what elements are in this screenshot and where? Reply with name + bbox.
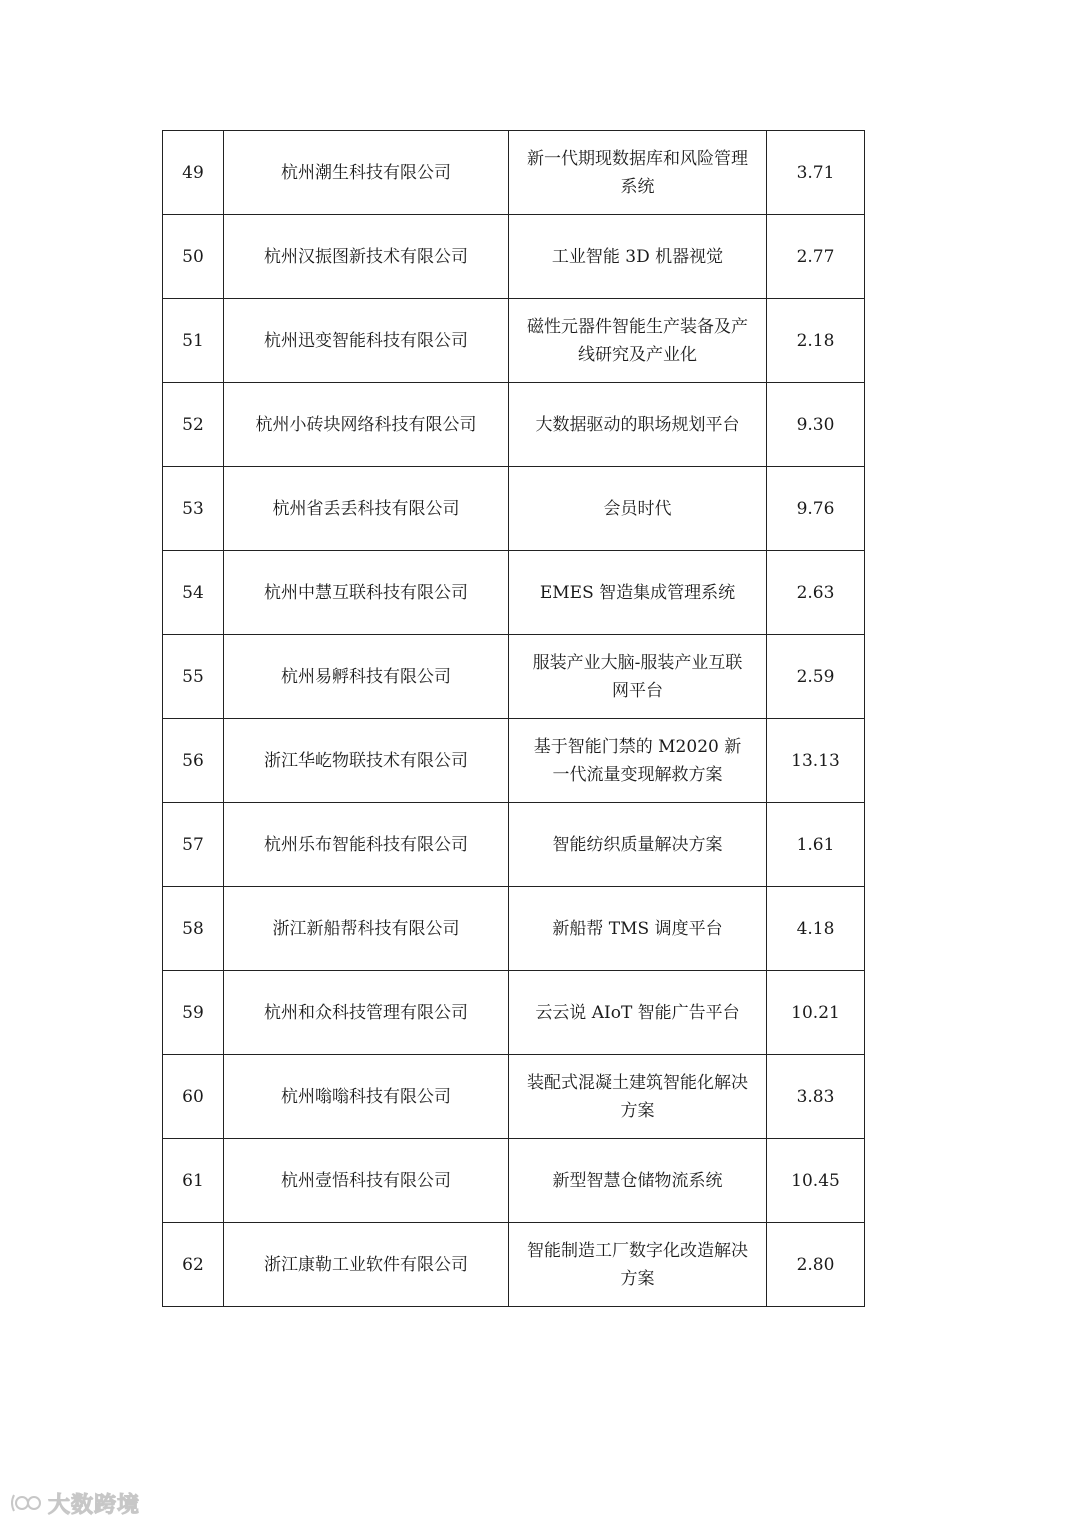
table-row [163, 383, 865, 467]
project-name-cell [509, 635, 767, 719]
project-name: 基于智能门禁的 M2020 新一代流量变现解救方案 [533, 736, 742, 785]
amount-value: 2.77 [767, 215, 865, 299]
company-project-table [162, 130, 865, 1307]
amount-value: 2.59 [767, 635, 865, 719]
table-row [163, 887, 865, 971]
amount-value: 9.76 [767, 467, 865, 551]
table-row [163, 1223, 865, 1307]
project-name-cell [509, 803, 767, 887]
brand-logo-icon [8, 1491, 44, 1515]
table-row [163, 551, 865, 635]
company-name: 杭州汉振图新技术有限公司 [224, 215, 509, 299]
project-name-cell [509, 467, 767, 551]
company-name: 浙江新船帮科技有限公司 [224, 887, 509, 971]
company-name: 杭州潮生科技有限公司 [224, 131, 509, 215]
amount-value: 3.83 [767, 1055, 865, 1139]
table-row [163, 1139, 865, 1223]
row-number: 54 [163, 551, 224, 635]
project-name: 新船帮 TMS 调度平台 [552, 918, 723, 939]
row-number: 62 [163, 1223, 224, 1307]
table-row [163, 215, 865, 299]
row-number: 58 [163, 887, 224, 971]
project-name-cell [509, 719, 767, 803]
row-number: 52 [163, 383, 224, 467]
table-row [163, 299, 865, 383]
amount-value: 4.18 [767, 887, 865, 971]
project-name-cell [509, 299, 767, 383]
amount-value: 2.18 [767, 299, 865, 383]
company-name: 杭州乐布智能科技有限公司 [224, 803, 509, 887]
project-name: 工业智能 3D 机器视觉 [551, 246, 724, 267]
project-name-cell [509, 1223, 767, 1307]
row-number: 55 [163, 635, 224, 719]
table-row [163, 719, 865, 803]
row-number: 61 [163, 1139, 224, 1223]
project-name: 会员时代 [603, 498, 672, 519]
table-row [163, 803, 865, 887]
amount-value: 2.63 [767, 551, 865, 635]
amount-value: 2.80 [767, 1223, 865, 1307]
company-name: 浙江华屹物联技术有限公司 [224, 719, 509, 803]
company-name: 杭州壹悟科技有限公司 [224, 1139, 509, 1223]
project-name-cell [509, 215, 767, 299]
row-number: 53 [163, 467, 224, 551]
table-body [163, 131, 865, 1307]
project-name: 智能制造工厂数字化改造解决方案 [527, 1240, 748, 1289]
table-row [163, 467, 865, 551]
company-name: 杭州小砖块网络科技有限公司 [224, 383, 509, 467]
project-name-cell [509, 1055, 767, 1139]
amount-value: 10.45 [767, 1139, 865, 1223]
amount-value: 3.71 [767, 131, 865, 215]
project-name: 云云说 AIoT 智能广告平台 [535, 1002, 740, 1023]
row-number: 50 [163, 215, 224, 299]
row-number: 60 [163, 1055, 224, 1139]
project-name: 大数据驱动的职场规划平台 [535, 414, 740, 435]
row-number: 56 [163, 719, 224, 803]
project-name-cell [509, 971, 767, 1055]
company-name: 杭州易孵科技有限公司 [224, 635, 509, 719]
project-name: 新一代期现数据库和风险管理系统 [527, 148, 748, 197]
project-name-cell [509, 551, 767, 635]
watermark [8, 1488, 140, 1518]
project-name-cell [509, 383, 767, 467]
company-name: 浙江康勒工业软件有限公司 [224, 1223, 509, 1307]
row-number: 57 [163, 803, 224, 887]
amount-value: 1.61 [767, 803, 865, 887]
table-row [163, 635, 865, 719]
table-row [163, 1055, 865, 1139]
row-number: 51 [163, 299, 224, 383]
company-name: 杭州嗡嗡科技有限公司 [224, 1055, 509, 1139]
company-name: 杭州中慧互联科技有限公司 [224, 551, 509, 635]
watermark-text: 大数跨境 [48, 1492, 141, 1518]
company-name: 杭州和众科技管理有限公司 [224, 971, 509, 1055]
project-name: 服装产业大脑-服装产业互联网平台 [532, 652, 743, 701]
row-number: 59 [163, 971, 224, 1055]
table-row [163, 131, 865, 215]
amount-value: 9.30 [767, 383, 865, 467]
project-name: 装配式混凝土建筑智能化解决方案 [527, 1072, 748, 1121]
project-name-cell [509, 1139, 767, 1223]
project-name: EMES 智造集成管理系统 [539, 582, 736, 603]
project-name-cell [509, 131, 767, 215]
row-number: 49 [163, 131, 224, 215]
project-name: 智能纺织质量解决方案 [552, 834, 723, 855]
project-name-cell [509, 887, 767, 971]
amount-value: 13.13 [767, 719, 865, 803]
project-name: 新型智慧仓储物流系统 [552, 1170, 723, 1191]
table-row [163, 971, 865, 1055]
amount-value: 10.21 [767, 971, 865, 1055]
project-name: 磁性元器件智能生产装备及产线研究及产业化 [527, 316, 748, 365]
company-name: 杭州迅变智能科技有限公司 [224, 299, 509, 383]
company-name: 杭州省丢丢科技有限公司 [224, 467, 509, 551]
